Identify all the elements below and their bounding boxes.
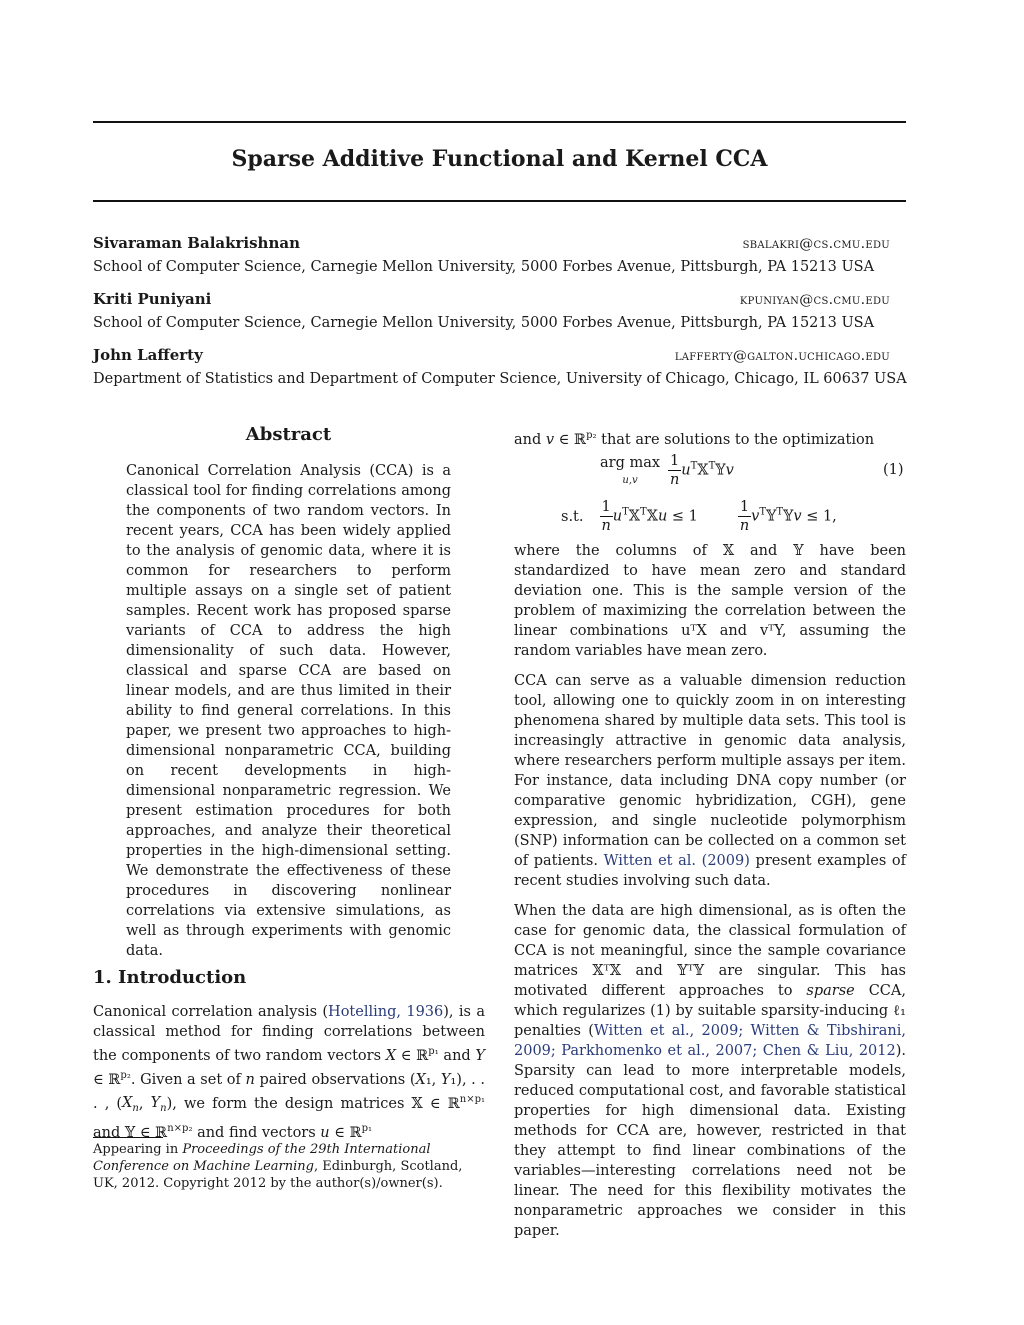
author-email[interactable]: kpuniyan@cs.cmu.edu (739, 292, 890, 308)
footnote-rule (93, 1137, 163, 1138)
introduction-section (93, 967, 485, 1143)
top-rule (93, 121, 906, 123)
equation-number: (1) (883, 462, 904, 478)
author-name: John Lafferty (93, 346, 203, 364)
author-affiliation: School of Computer Science, Carnegie Mellon University, 5000 Forbes Avenue, Pittsburgh, PA 15213 USA (93, 315, 875, 331)
author-2 (93, 290, 906, 334)
citation-link[interactable]: Hotelling, 1936 (328, 1004, 444, 1020)
author-name: Kriti Puniyani (93, 290, 212, 308)
citation-link[interactable]: Witten et al., 2009; Witten & Tibshirani, 2009; Parkhomenko et al., 2007; Chen & Liu, 2012 (514, 1023, 906, 1059)
author-name: Sivaraman Balakrishnan (93, 234, 300, 252)
right-column-body (514, 541, 906, 1241)
author-email[interactable]: lafferty@galton.uchicago.edu (674, 348, 890, 364)
equation-constraint: s.t. $\frac{1}{n}$ $u^T𝕏^T𝕏u \le 1$ $\frac{1}{n}$ $v^T𝕐^T𝕐v \le 1$, (561, 499, 837, 534)
opt-intro-text: and v ∈ ℝ$^{p_2}$ that are solutions to the optimization (514, 430, 875, 448)
abstract-block (126, 424, 451, 961)
abstract-heading: Abstract (245, 424, 332, 445)
footnote: Appearing in Proceedings of the 29th International Conference on Machine Learning, Edinburgh, Scotland, UK, 2012. Copyright 2012 by the author(s)/owner(s). (93, 1142, 463, 1191)
title-bottom-rule (93, 200, 906, 202)
author-email[interactable]: sbalakri@cs.cmu.edu (742, 236, 890, 252)
author-affiliation: School of Computer Science, Carnegie Mellon University, 5000 Forbes Avenue, Pittsburgh, PA 15213 USA (93, 259, 875, 275)
author-3 (93, 346, 906, 390)
paragraph: CCA can serve as a valuable dimension reduction tool, allowing one to quickly zoom in on interesting phenomena shared by multiple data sets. This tool is increasingly attractive in genomic data analysis, where researchers perform multiple assays per item. For instance, data including DNA copy number (or comparative genomic hybridization, CGH), gene expression, and single nucleotide polymorphism (SNP) information can be collected on a common set of patients. Witten et al. (2009) present examples of recent studies involving such data. (514, 673, 907, 889)
abstract-text: Canonical Correlation Analysis (CCA) is a classical tool for finding correlations among the components of two random vectors. In recent years, CCA has been widely applied to the analysis of genomic data, where it is common for researchers to perform multiple assays on a single set of patient samples. Recent work has proposed sparse variants of CCA to address the high dimensionality of such data. However, classical and sparse CCA are based on linear models, and are thus limited in their ability to find general correlations. In this paper, we present two approaches to high-dimensional nonparametric CCA, building on recent developments in high-dimensional nonparametric regression. We present estimation procedures for both approaches, and analyze their theoretical properties in the high-dimensional setting. We demonstrate the effectiveness of these procedures in discovering nonlinear correlations via extensive simulations, as well as through experiments with genomic data. (126, 463, 451, 959)
author-1 (93, 234, 906, 278)
paragraph: When the data are high dimensional, as is often the case for genomic data, the classical formulation of CCA is not meaningful, since the sample covariance matrices 𝕏ᵀ𝕏 and 𝕐ᵀ𝕐 are singular. This has motivated different approaches to sparse CCA, which regularizes (1) by suitable sparsity-inducing ℓ₁ penalties (Witten et al., 2009; Witten & Tibshirani, 2009; Parkhomenko et al., 2007; Chen & Liu, 2012). Sparsity can lead to more interpretable models, reduced computational cost, and favorable statistical properties for high dimensional data. Existing methods for CCA are, however, restricted in that they attempt to find linear combinations of the variables—interesting correlations need not be linear. The need for this flexibility motivates the nonparametric approaches we consider in this paper. (514, 903, 906, 1239)
paragraph: where the columns of 𝕏 and 𝕐 have been standardized to have mean zero and standard deviation one. This is the sample version of the problem of maximizing the correlation between the linear combinations uᵀX and vᵀY, assuming the random variables have mean zero. (514, 543, 906, 659)
author-affiliation: Department of Statistics and Department of Computer Science, University of Chicago, Chicago, IL 60637 USA (93, 371, 907, 387)
right-column-intro-line (514, 426, 906, 450)
citation-link[interactable]: Witten et al. (2009) (603, 853, 750, 869)
intro-paragraph: Canonical correlation analysis (Hotelling, 1936), is a classical method for finding correlations between the components of two random vectors X ∈ ℝ$^{p_1}$ and Y ∈ ℝ$^{p_2}$. Given a set of n paired observations (X₁, Y₁), . . . , ($X_n$, $Y_n$), we form the design matrices 𝕏 ∈ ℝ$^{n\times p_1}$ and 𝕐 ∈ ℝ$^{n\times p_2}$ and find vectors u ∈ ℝ$^{p_1}$ (93, 1004, 486, 1142)
equation-objective: arg max u,v $\frac{1}{n}$ $u^T𝕏^T𝕐v$ (600, 453, 734, 488)
section-heading: 1. Introduction (93, 967, 247, 988)
paper-title: Sparse Additive Functional and Kernel CCA (231, 146, 768, 172)
